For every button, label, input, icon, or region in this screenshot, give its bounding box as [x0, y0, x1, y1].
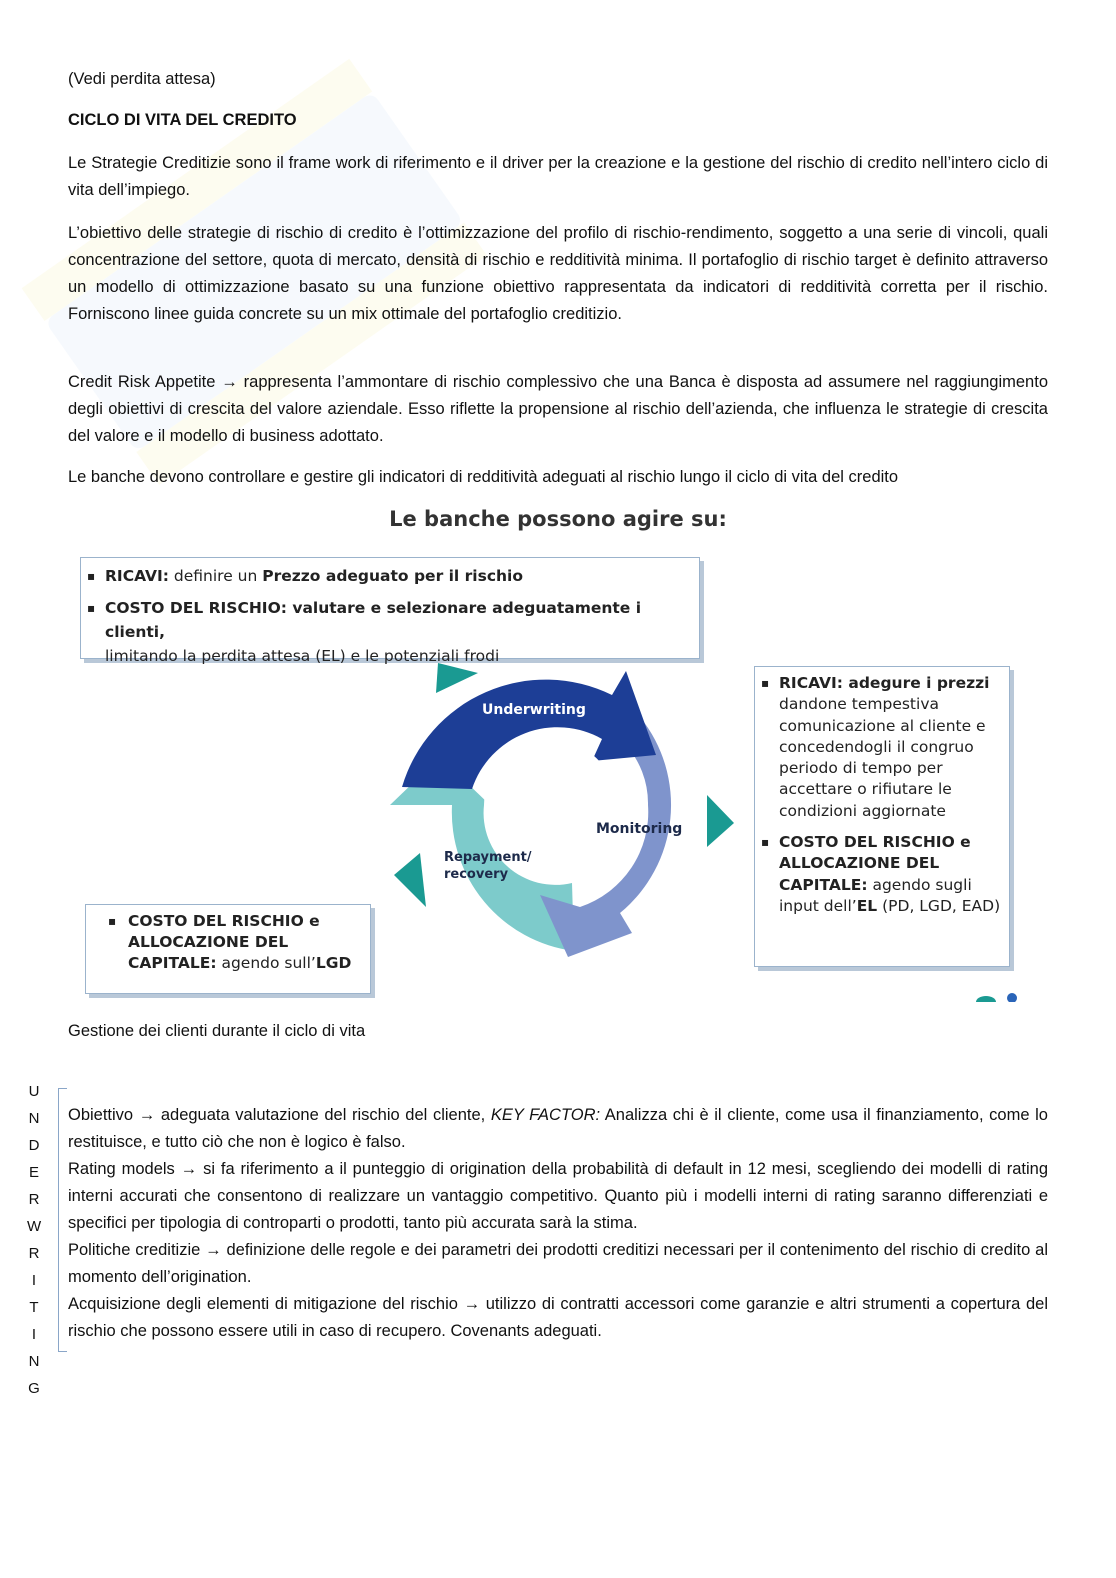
box-underwriting-actions [80, 557, 700, 665]
paragraph-banks-control: Le banche devono controllare e gestire gli indicatori di redditività adeguati al rischio lungo il ciclo di vita del credito [68, 468, 899, 486]
box-monitoring-actions [754, 666, 1010, 967]
vertical-letter: I [31, 1326, 37, 1343]
label-monitoring: Monitoring [596, 821, 683, 837]
paragraph-client-management: Gestione dei clienti durante il ciclo di vita [68, 1022, 366, 1040]
label-recovery: recovery [444, 867, 509, 882]
vertical-letter: W [27, 1218, 42, 1235]
logo-fragment-icon [972, 990, 1020, 1002]
paragraph-objective: L’obiettivo delle strategie di rischio di credito è l’ottimizzazione del profilo di rischio-rendimento, soggetto a una serie di vincoli, quali concentrazione del settore, quota di mercato, densità di rischio e redditività minima. Il portafoglio di rischio target è definito attraverso un modello di ottimizzazione basato su una funzione obiettivo rappresentata da indicatori di redditività corretta per il rischio. Forniscono linee guida concrete su un mix ottimale del portafoglio creditizio. [68, 224, 1048, 323]
underwriting-credit-policies: Politiche creditizie → definizione delle regole e dei parametri dei prodotti creditizi necessari per il contenimento del rischio di credito al momento dell’origination. [68, 1241, 1048, 1286]
vertical-letter: G [28, 1380, 40, 1397]
section-heading: CICLO DI VITA DEL CREDITO [68, 111, 297, 129]
box-top-item-cost: ▪ COSTO DEL RISCHIO: valutare e selezionare adeguatamente i clienti, limitando la perdita attesa (EL) e le potenziali frodi [83, 596, 699, 668]
vertical-letter: T [29, 1299, 39, 1316]
paragraph-risk-appetite: Credit Risk Appetite → rappresenta l’ammontare di rischio complessivo che una Banca è disposta ad assumere nel raggiungimento degli obiettivi di crescita del valore aziendale. Esso riflette la propensione al rischio dell’azienda, che influenza le strategie di crescita del valore e il modello di business adottato. [68, 373, 1048, 445]
vertical-letter: R [28, 1245, 40, 1262]
underwriting-risk-mitigation: Acquisizione degli elementi di mitigazione del rischio → utilizzo di contratti accessori come garanzie e altri strumenti a copertura del rischio che possono essere utili in caso di recupero. Covenants adeguati. [68, 1295, 1048, 1340]
diagram-title: Le banche possono agire su: [389, 507, 727, 531]
accent-triangle-top [436, 663, 478, 693]
see-also-note: (Vedi perdita attesa) [68, 70, 216, 88]
vertical-letter: I [31, 1272, 37, 1289]
vertical-letter: D [28, 1137, 40, 1154]
box-recovery-actions [85, 904, 371, 994]
vertical-letter: E [28, 1164, 39, 1181]
credit-cycle-diagram [380, 655, 740, 975]
section-bracket [58, 1088, 67, 1352]
accent-triangle-right [707, 795, 734, 847]
underwriting-objective: Obiettivo → adeguata valutazione del rischio del cliente, KEY FACTOR: Analizza chi è il cliente, come usa il finanziamento, come lo restituisce, e tutto ciò che non è logico è falso. [68, 1106, 1048, 1151]
label-repayment: Repayment/ [444, 850, 532, 865]
label-underwriting: Underwriting [482, 702, 586, 718]
vertical-letter: U [28, 1083, 40, 1100]
box-left-item-cost: ▪ COSTO DEL RISCHIO e ALLOCAZIONE DEL CAPITALE: agendo sull’LGD [104, 911, 370, 974]
underwriting-rating-models: Rating models → si fa riferimento a il punteggio di origination della probabilità di default in 12 mesi, scegliendo dei modelli di rating interni accurati che consentono di realizzare un vantaggio competitivo. Quanto più i modelli interni di rating saranno differenziati e specifici per tipologia di controparti o prodotti, tanto più accurata sarà la stima. [68, 1160, 1048, 1232]
box-right-item-revenue: ▪ RICAVI: adegure i prezzi dandone tempestiva comunicazione al cliente e concedendogli il congruo periodo di tempo per accettare o rifiutare le condizioni aggiornate [757, 673, 1009, 822]
vertical-letter: R [28, 1191, 40, 1208]
vertical-letter: N [28, 1353, 40, 1370]
box-top-item-revenue: ▪ RICAVI: definire un Prezzo adeguato per il rischio [83, 564, 699, 588]
paragraph-strategies: Le Strategie Creditizie sono il frame work di riferimento e il driver per la creazione e la gestione del rischio di credito nell’intero ciclo di vita dell’impiego. [68, 154, 1048, 199]
vertical-letter: N [28, 1110, 40, 1127]
accent-triangle-bottom [394, 853, 426, 907]
box-right-item-cost: ▪ COSTO DEL RISCHIO e ALLOCAZIONE DEL CAPITALE: agendo sugli input dell’EL (PD, LGD, EAD) [757, 832, 1009, 917]
